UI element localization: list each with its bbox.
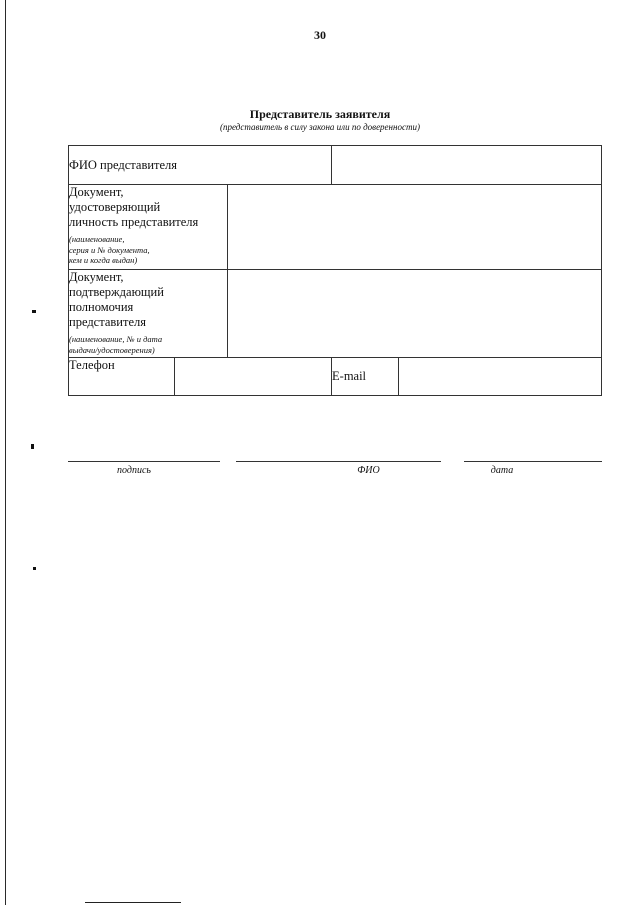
page-left-border	[5, 0, 6, 905]
page-number: 30	[314, 28, 326, 42]
hint-line: серия и № документа,	[69, 244, 150, 255]
scan-speck	[32, 310, 36, 313]
rep-name-label: ФИО представителя	[69, 157, 178, 172]
date-line[interactable]	[464, 461, 602, 462]
date-caption: дата	[490, 465, 514, 476]
section-subtitle: (представитель в силу закона или по доверенности)	[220, 122, 420, 132]
authority-doc-label-line: подтверждающий	[69, 285, 164, 299]
hint-line: выдачи/удостоверения)	[69, 344, 155, 355]
rep-name-label-cell	[69, 146, 332, 185]
authority-doc-field[interactable]	[228, 270, 602, 358]
bottom-rule	[85, 902, 181, 903]
email-field[interactable]	[399, 358, 602, 396]
hint-line: (наименование, № и дата	[69, 334, 163, 344]
rep-name-field[interactable]	[332, 146, 602, 185]
id-doc-hint	[69, 234, 227, 266]
hint-line: (наименование,	[69, 234, 125, 244]
id-doc-label-cell	[69, 185, 228, 270]
phone-field[interactable]	[175, 358, 332, 396]
signature-line[interactable]	[68, 461, 220, 462]
authority-doc-hint	[69, 334, 227, 355]
id-doc-label-line: удостоверяющий	[69, 200, 161, 214]
signature-caption: подпись	[117, 465, 151, 476]
email-label-cell	[332, 358, 399, 396]
authority-doc-label-cell	[69, 270, 228, 358]
authority-doc-label-line: полномочия	[69, 300, 134, 314]
table-row	[69, 185, 602, 270]
scan-speck	[31, 444, 34, 449]
full-name-line[interactable]	[236, 461, 441, 462]
phone-label: Телефон	[69, 358, 115, 372]
id-doc-label-line: личность представителя	[69, 215, 199, 229]
representative-form-table	[68, 145, 602, 396]
authority-doc-label-line: Документ,	[69, 270, 124, 284]
section-title: Представитель заявителя	[249, 107, 391, 121]
table-row	[69, 146, 602, 185]
id-doc-label-line: Документ,	[69, 185, 124, 199]
table-row	[69, 358, 602, 396]
hint-line: кем и когда выдан)	[69, 255, 138, 265]
authority-doc-label-line: представителя	[69, 315, 146, 329]
full-name-caption: ФИО	[357, 465, 380, 476]
phone-label-cell	[69, 358, 175, 396]
id-doc-field[interactable]	[228, 185, 602, 270]
table-row	[69, 270, 602, 358]
scan-speck	[33, 567, 36, 570]
email-label: E-mail	[332, 369, 367, 383]
